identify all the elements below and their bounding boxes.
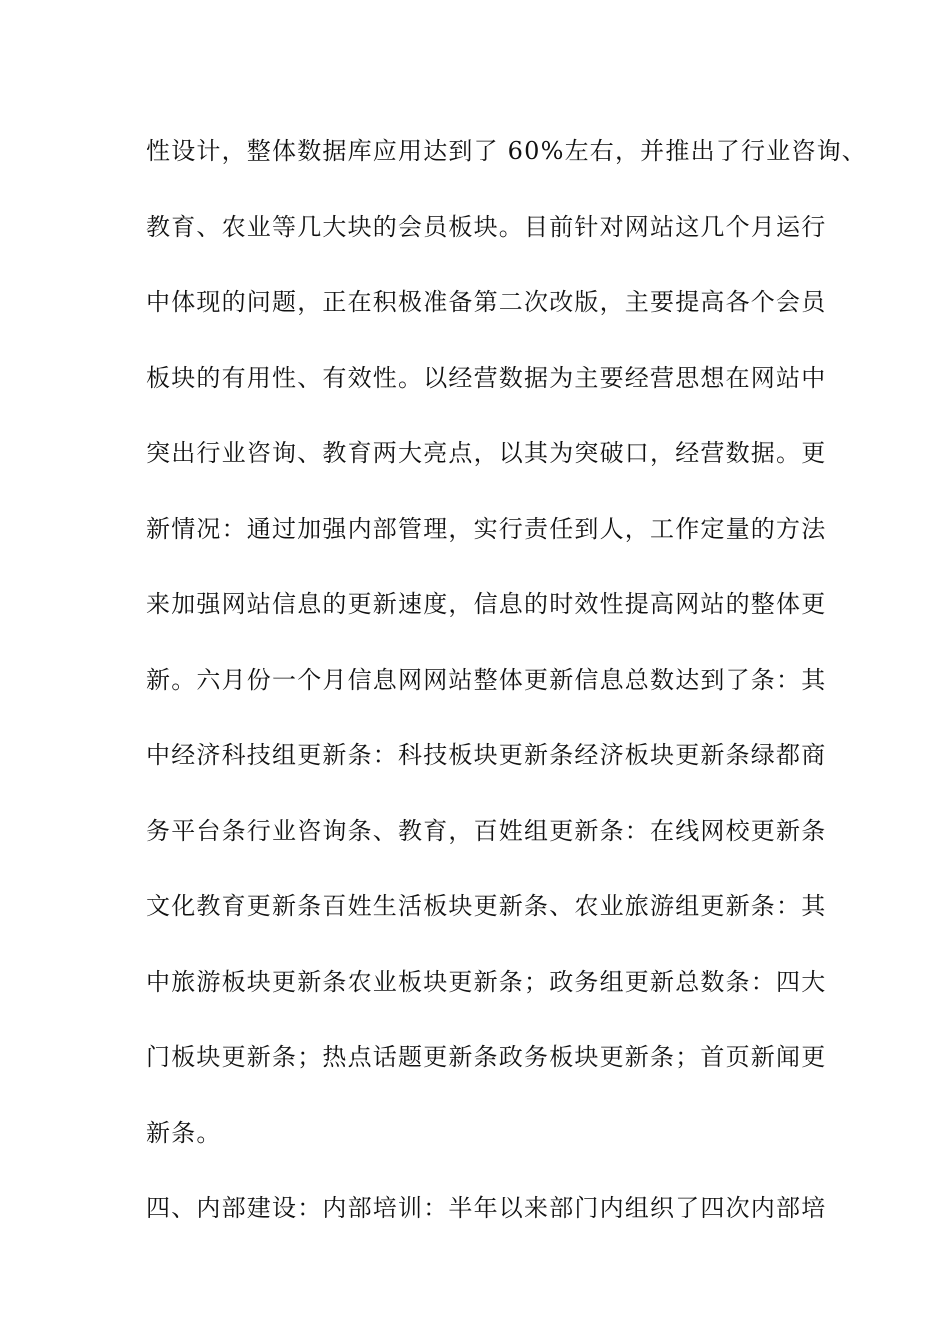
text-line-7: 来加强网站信息的更新速度，信息的时效性提高网站的整体更	[146, 590, 827, 618]
text-line-9: 中经济科技组更新条：科技板块更新条经济板块更新条绿都商	[146, 741, 827, 769]
body-text	[146, 126, 867, 1259]
text-line-4: 板块的有用性、有效性。以经营数据为主要经营思想在网站中	[146, 363, 827, 392]
text-line-14: 新条。	[146, 1118, 222, 1147]
text-line-1: 性设计，整体数据库应用达到了 60%左右，并推出了行业咨询、	[146, 137, 867, 165]
text-line-12: 中旅游板块更新条农业板块更新条；政务组更新总数条：四大	[146, 967, 827, 996]
text-line-11: 文化教育更新条百姓生活板块更新条、农业旅游组更新条：其	[146, 892, 827, 920]
text-line-15: 四、内部建设：内部培训：半年以来部门内组织了四次内部培	[146, 1194, 827, 1222]
text-line-5: 突出行业咨询、教育两大亮点，以其为突破口，经营数据。更	[146, 439, 827, 467]
text-line-2: 教育、农业等几大块的会员板块。目前针对网站这几个月运行	[146, 212, 827, 241]
text-line-3: 中体现的问题，正在积极准备第二次改版，主要提高各个会员	[146, 288, 827, 316]
text-line-13: 门板块更新条；热点话题更新条政务板块更新条；首页新闻更	[146, 1043, 827, 1071]
text-line-10: 务平台条行业咨询条、教育，百姓组更新条：在线网校更新条	[146, 816, 827, 845]
text-line-8: 新。六月份一个月信息网网站整体更新信息总数达到了条：其	[146, 665, 827, 694]
text-line-6: 新情况：通过加强内部管理，实行责任到人，工作定量的方法	[146, 514, 827, 543]
